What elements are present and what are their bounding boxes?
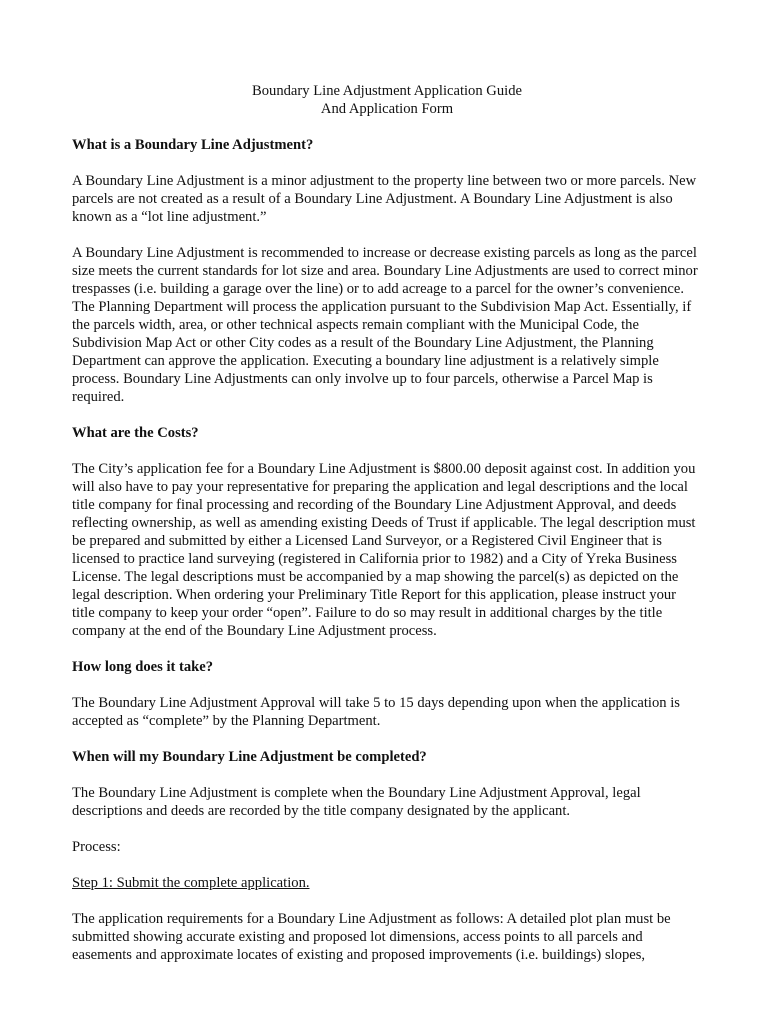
title-line-2: And Application Form	[320, 101, 454, 117]
paragraph-costs: The City’s application fee for a Boundary Line Adjustment is $800.00 deposit against cost. In addition you will also have to pay your representative for preparing the application and legal descriptions and the local title company for final processing and recording of the Boundary Line Adjustment Approval, and deeds reflecting ownership, as well as amending existing Deeds of Trust if applicable. The legal description must be prepared and submitted by either a Licensed Land Surveyor, or a Registered Civil Engineer that is licensed to practice land surveying (registered in California prior to 1982) and a City of Yreka Business License. The legal descriptions must be accompanied by a map showing the parcel(s) as depicted on the legal description. When ordering your Preliminary Title Report for this application, please instruct your title company to keep your order “open”. Failure to do so may result in additional charges by the title company at the end of the Boundary Line Adjustment process.	[72, 461, 696, 639]
document-page	[72, 82, 702, 964]
section-heading-costs: What are the Costs?	[72, 425, 199, 441]
step-1-paragraph: The application requirements for a Boundary Line Adjustment as follows: A detailed plot plan must be submitted showing accurate existing and proposed lot dimensions, access points to all parcels and easements and approximate locates of existing and proposed improvements (i.e. buildings) slopes,	[72, 911, 671, 963]
paragraph-completion: The Boundary Line Adjustment is complete when the Boundary Line Adjustment Approval, legal descriptions and deeds are recorded by the title company designated by the applicant.	[72, 785, 641, 819]
step-1-heading: Step 1: Submit the complete application.	[72, 875, 310, 891]
document-title	[72, 82, 702, 118]
paragraph-definition: A Boundary Line Adjustment is a minor adjustment to the property line between two or more parcels. New parcels are not created as a result of a Boundary Line Adjustment. A Boundary Line Adjustment is also known as a “lot line adjustment.”	[72, 173, 697, 225]
paragraph-recommendation: A Boundary Line Adjustment is recommended to increase or decrease existing parcels as long as the parcel size meets the current standards for lot size and area. Boundary Line Adjustments are used to correct minor trespasses (i.e. building a garage over the line) or to add acreage to a parcel for the owner’s convenience. The Planning Department will process the application pursuant to the Subdivision Map Act. Essentially, if the parcels width, area, or other technical aspects remain compliant with the Municipal Code, the Subdivision Map Act or other City codes as a result of the Boundary Line Adjustment, the Planning Department can approve the application. Executing a boundary line adjustment is a relatively simple process. Boundary Line Adjustments can only involve up to four parcels, otherwise a Parcel Map is required.	[72, 245, 698, 405]
section-heading-completion: When will my Boundary Line Adjustment be completed?	[72, 749, 427, 765]
process-label: Process:	[72, 839, 121, 855]
section-heading-what-is: What is a Boundary Line Adjustment?	[72, 137, 314, 153]
title-line-1: Boundary Line Adjustment Application Guide	[252, 83, 522, 99]
paragraph-duration: The Boundary Line Adjustment Approval will take 5 to 15 days depending upon when the application is accepted as “complete” by the Planning Department.	[72, 695, 680, 729]
section-heading-duration: How long does it take?	[72, 659, 214, 675]
